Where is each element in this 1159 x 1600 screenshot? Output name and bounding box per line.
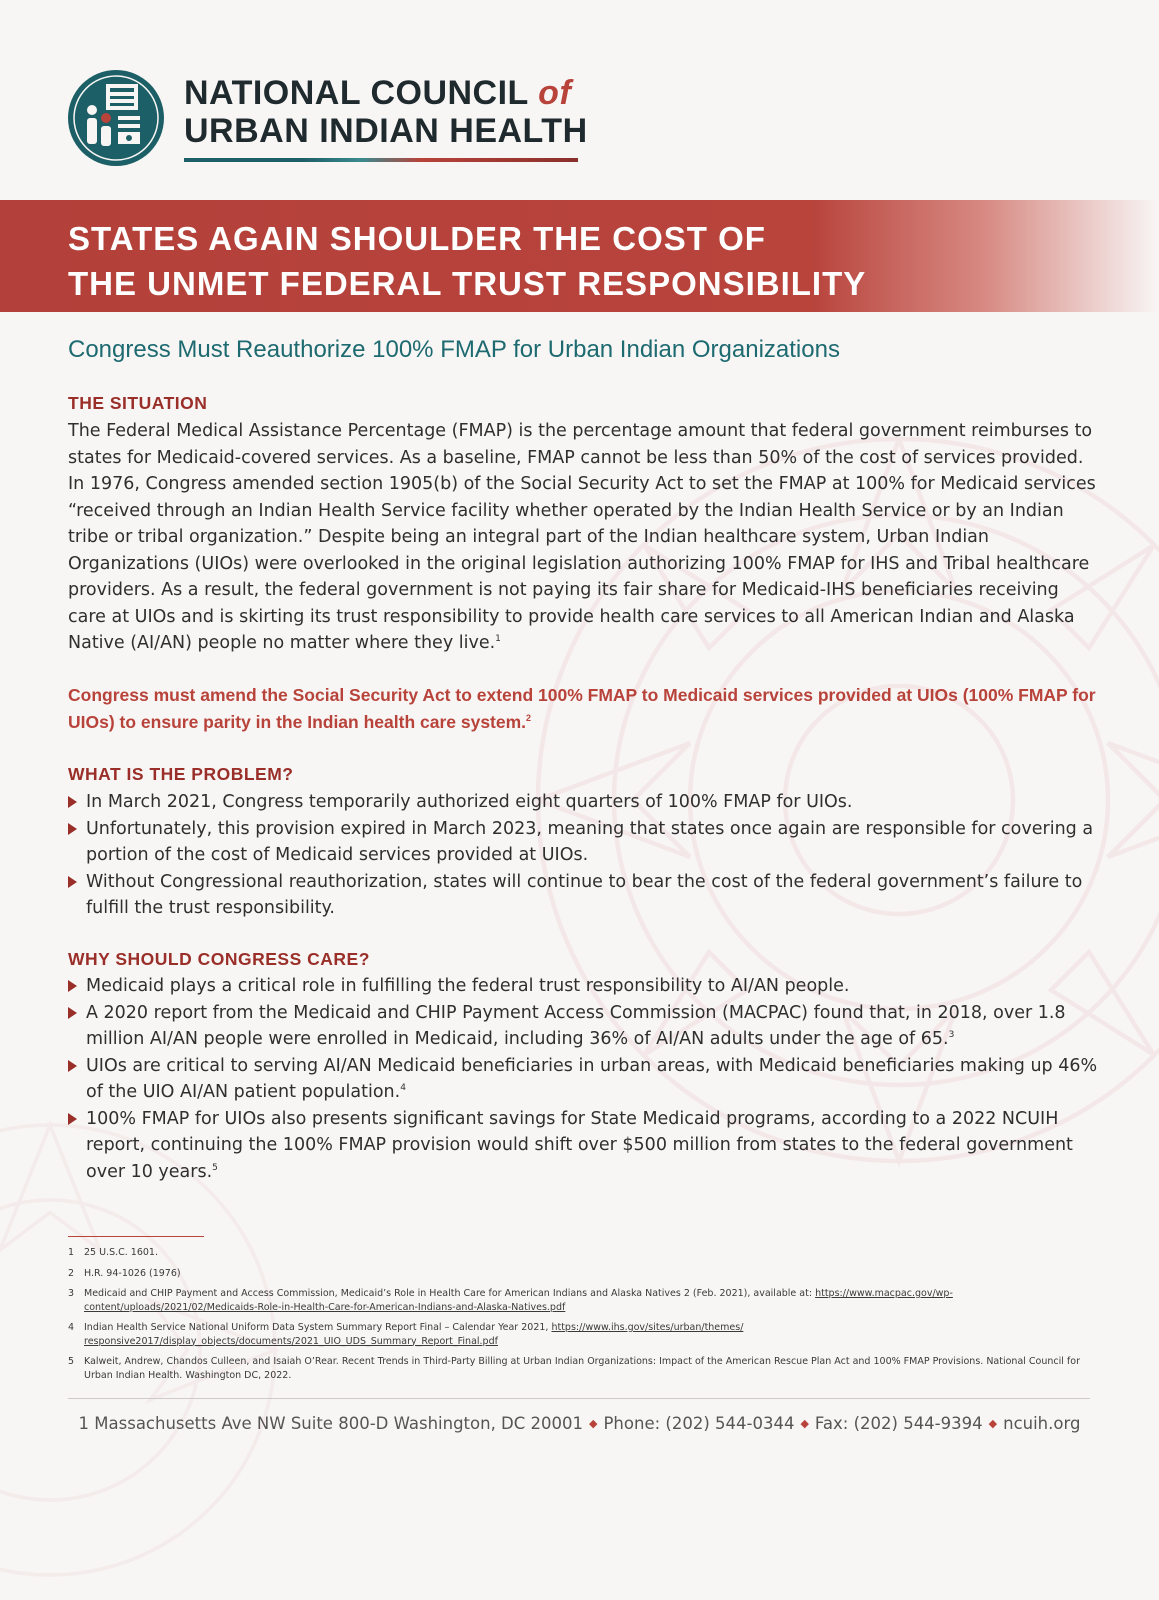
bullet-triangle-icon <box>68 823 77 835</box>
footer-address: 1 Massachusetts Ave NW Suite 800-D Washington, DC 20001 <box>78 1414 584 1433</box>
bullet-triangle-icon <box>68 1060 77 1072</box>
bullet-triangle-icon <box>68 1113 77 1125</box>
list-item: Without Congressional reauthorization, states will continue to bear the cost of the federal government’s failure to fulfill the trust responsibility. <box>68 869 1103 922</box>
org-name-line1: NATIONAL COUNCIL of <box>184 74 572 112</box>
problem-heading: WHAT IS THE PROBLEM? <box>68 764 294 784</box>
footnote: 5 Kalweit, Andrew, Chandos Culleen, and Isaiah O’Rear. Recent Trends in Third-Party Billing at Urban Indian Organizations: Impact of the American Rescue Plan Act and 100% FMAP Provisions. National Council for Urban Indian Health. Washington DC, 2022. <box>68 1356 1080 1381</box>
situation-heading: THE SITUATION <box>68 393 208 413</box>
org-header <box>66 68 588 168</box>
list-item: Medicaid plays a critical role in fulfilling the federal trust responsibility to AI/AN people. <box>68 973 1103 1000</box>
bullet-triangle-icon <box>68 1007 77 1019</box>
ncuih-logo-seal-icon <box>66 68 166 168</box>
diamond-separator-icon: ◆ <box>800 1417 809 1430</box>
footnotes <box>68 1246 1088 1389</box>
page-title: STATES AGAIN SHOULDER THE COST OF THE UNMET FEDERAL TRUST RESPONSIBILITY <box>68 220 867 302</box>
footnote: 3 Medicaid and CHIP Payment and Access Commission, Medicaid’s Role in Health Care for American Indians and Alaska Natives 2 (Feb. 2021), available at: https://www.macpac.gov/wp-content/uploads/2021/02/Medicaids-Role-in-Health-Care-for-American-Indians-and-Alaska-Natives.pdf <box>68 1288 953 1313</box>
footnote-link-ihs[interactable]: https://www.ihs.gov/sites/urban/themes/ responsive2017/display_objects/documents/2021_UIO_UDS_Summary_Report_Final.pdf <box>84 1322 744 1347</box>
situation-body: The Federal Medical Assistance Percentage (FMAP) is the percentage amount that federal government reimburses to states for Medicaid-covered services. As a baseline, FMAP cannot be less than 50% of the cost of services provided. In 1976, Congress amended section 1905(b) of the Social Security Act to set the FMAP at 100% for Medicaid services “received through an Indian Health Service facility whether operated by the Indian Health Service or by an Indian tribe or tribal organization.” Despite being an integral part of the Indian healthcare system, Urban Indian Organizations (UIOs) were overlooked in the original legislation authorizing 100% FMAP for IHS and Tribal healthcare providers. As a result, the federal government is not paying its fair share for Medicaid-IHS beneficiaries receiving care at UIOs and is skirting its trust responsibility to provide health care services to all American Indian and Alaska Native (AI/AN) people no matter where they live.$^1$ <box>68 421 1096 653</box>
diamond-separator-icon: ◆ <box>988 1417 998 1430</box>
policy-callout: Congress must amend the Social Security Act to extend 100% FMAP to Medicaid services provided at UIOs (100% FMAP for UIOs) to ensure parity in the Indian health care system.$^2$ <box>68 685 1096 732</box>
footnote-link-macpac[interactable]: https://www.macpac.gov/wp-content/uploads/2021/02/Medicaids-Role-in-Health-Care-for-American-Indians-and-Alaska-Natives.pdf <box>84 1288 953 1313</box>
title-banner <box>0 200 1159 312</box>
bullet-triangle-icon <box>68 980 77 992</box>
bullet-triangle-icon <box>68 876 77 888</box>
care-list <box>68 973 1103 1185</box>
list-item: A 2020 report from the Medicaid and CHIP Payment Access Commission (MACPAC) found that, in 2018, over 1.8 million AI/AN people were enrolled in Medicaid, including 36% of AI/AN adults under the age of 65.$^3$ <box>68 1000 1103 1053</box>
footnote: 4 Indian Health Service National Uniform Data System Summary Report Final – Calendar Year 2021, https://www.ihs.gov/sites/urban/themes/ responsive2017/display_objects/documents/2021_UIO_UDS_Summary_Report_Final.pdf <box>68 1322 744 1347</box>
list-item: 100% FMAP for UIOs also presents significant savings for State Medicaid programs, according to a 2022 NCUIH report, continuing the 100% FMAP provision would shift over $500 million from states to the federal government over 10 years.$^5$ <box>68 1106 1103 1186</box>
care-heading: WHY SHOULD CONGRESS CARE? <box>68 949 370 969</box>
page-subtitle: Congress Must Reauthorize 100% FMAP for Urban Indian Organizations <box>68 336 840 363</box>
footnote-divider <box>68 1236 204 1237</box>
footer-phone: Phone: (202) 544-0344 <box>603 1414 795 1433</box>
list-item: Unfortunately, this provision expired in March 2023, meaning that states once again are responsible for covering a portion of the cost of Medicaid services provided at UIOs. <box>68 816 1103 869</box>
footnote: 1 25 U.S.C. 1601. <box>68 1247 159 1258</box>
footnote: 2 H.R. 94-1026 (1976) <box>68 1267 181 1279</box>
footer-fax: Fax: (202) 544-9394 <box>814 1414 983 1433</box>
list-item: In March 2021, Congress temporarily authorized eight quarters of 100% FMAP for UIOs. <box>68 789 1103 816</box>
footer-divider <box>68 1398 1090 1399</box>
list-item: UIOs are critical to serving AI/AN Medicaid beneficiaries in urban areas, with Medicaid beneficiaries making up 46% of the UIO AI/AN patient population.$^4$ <box>68 1053 1103 1106</box>
bullet-triangle-icon <box>68 796 77 808</box>
org-color-rule <box>184 158 578 162</box>
org-name-line2: URBAN INDIAN HEALTH <box>184 112 588 150</box>
contact-footer <box>0 1414 1159 1433</box>
diamond-separator-icon: ◆ <box>589 1417 598 1430</box>
problem-list <box>68 789 1103 922</box>
footer-website-link[interactable]: ncuih.org <box>1003 1414 1081 1433</box>
